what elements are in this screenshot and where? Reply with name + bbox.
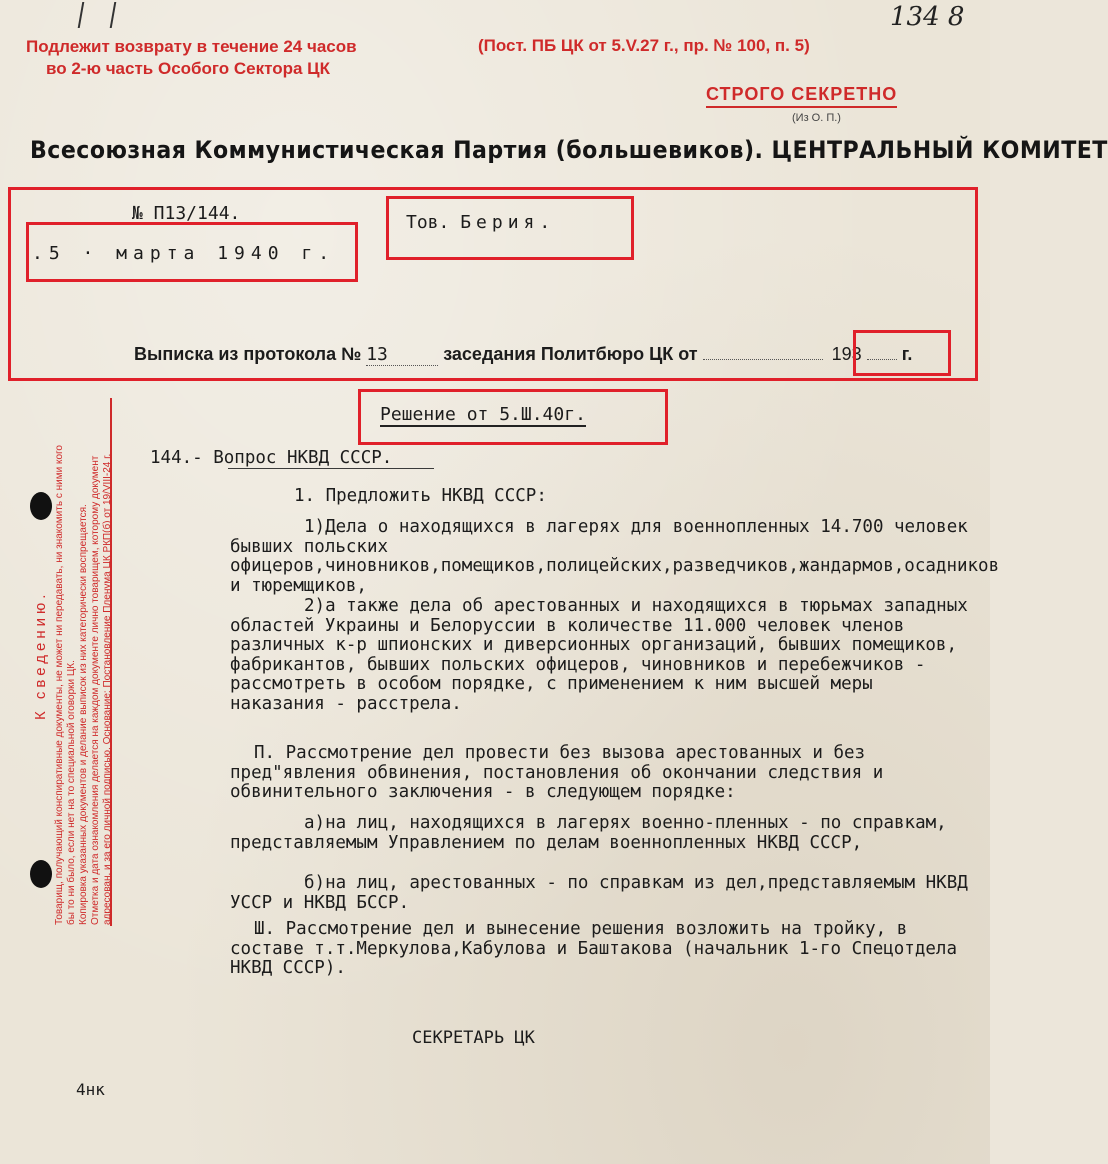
point-2: П. Рассмотрение дел провести без вызова арестованных и без пред"явления обвинения, постановления об окончании следствия и обвинительного заключения - в следующем порядке: xyxy=(230,743,884,802)
document-number: № П13/144. xyxy=(132,203,241,224)
punch-hole-icon xyxy=(30,492,52,520)
footer-code: 4нк xyxy=(76,1080,105,1099)
decision-heading: Решение от 5.Ш.40г. xyxy=(380,404,586,425)
point-3: Ш. Рассмотрение дел и вынесение решения возложить на тройку, в составе т.т.Меркулова,Кабулова и Баштакова (начальник 1-го Спецотдела НКВД СССР). xyxy=(230,919,957,978)
punch-hole-icon xyxy=(30,860,52,888)
return-notice-line1: Подлежит возврату в течение 24 часов xyxy=(26,37,357,56)
point-1-sub-2: 2)а также дела об арестованных и находящихся в тюрьмах западных областей Украины и Белоруссии в количестве 11.000 человек членов различных к-р шпионских и диверсионных организаций, бывших помещиков, фабрикантов, бывших польских офицеров, чиновников и перебежчиков - рассмотреть в особом порядке, с применением к ним высшей меры наказания - расстрела. xyxy=(230,596,968,714)
classification-source: (Из О. П.) xyxy=(792,112,841,124)
signature-line: СЕКРЕТАРЬ ЦК xyxy=(412,1028,535,1048)
highlight-box-decision xyxy=(358,389,668,445)
meeting-label: заседания Политбюро ЦК от xyxy=(443,344,698,364)
margin-note-line5: адресован, и за его личной подписью. Основание: Постановление Пленума ЦК РКП(б) от 19/VIII-24 г. xyxy=(102,453,113,925)
highlight-box-date xyxy=(26,222,358,282)
point-1: 1. Предложить НКВД СССР: xyxy=(294,486,547,506)
point-2-sub-b: б)на лиц, арестованных - по справкам из дел,представляемым НКВД УССР и НКВД БССР. xyxy=(230,873,968,913)
addressee-name: Берия. xyxy=(460,212,556,233)
document-date: .5 · марта 1940 г. xyxy=(32,243,336,264)
margin-note-line3: Копировка указанных документов и делание выписок из них категорически воспрещается. xyxy=(78,504,89,925)
extract-label: Выписка из протокола № xyxy=(134,344,362,364)
margin-note-line1: Товарищ, получающий конспиративные документы, не может ни передавать, ни знакомить с ними кого xyxy=(54,445,65,925)
year-prefix: 193 xyxy=(831,344,862,364)
return-notice xyxy=(26,36,357,80)
point-2-sub-a: а)на лиц, находящихся в лагерях военно-пленных - по справкам, представляемым Управлением по делам военнопленных НКВД СССР, xyxy=(230,813,947,853)
point-1-sub-1: 1)Дела о находящихся в лагерях для военнопленных 14.700 человек бывших польских офицеров,чиновников,помещиков,полицейских,разведчиков,жандармов,осадников и тюремщиков, xyxy=(230,517,1000,596)
addressee-prefix: Тов. xyxy=(406,212,450,233)
year-suffix: г. xyxy=(901,344,913,364)
underline-question xyxy=(228,468,434,469)
margin-note-line4: Отметка и дата ознакомления делается на каждом документе лично товарищем, которому документ xyxy=(90,455,101,925)
question-line: 144.- Вопрос НКВД СССР. xyxy=(150,448,393,468)
handwritten-archive-note: 134 8 xyxy=(890,2,965,32)
classification-stamp: СТРОГО СЕКРЕТНО xyxy=(706,84,897,108)
party-header-title: Всесоюзная Коммунистическая Партия (большевиков). ЦЕНТРАЛЬНЫЙ КОМИТЕТ xyxy=(30,136,1108,164)
protocol-number: 13 xyxy=(366,344,438,366)
margin-for-info: К сведению. xyxy=(32,590,49,720)
highlight-box-year xyxy=(853,330,951,376)
return-notice-line2: во 2-ю часть Особого Сектора ЦК xyxy=(46,59,330,78)
highlight-box-addressee xyxy=(386,196,634,260)
handwritten-mark-icon xyxy=(78,2,117,28)
margin-note-line2: бы то ни было, если нет на то специальной оговорки ЦК. xyxy=(66,660,77,925)
decree-reference: (Пост. ПБ ЦК от 5.V.27 г., пр. № 100, п. 5) xyxy=(478,36,810,55)
